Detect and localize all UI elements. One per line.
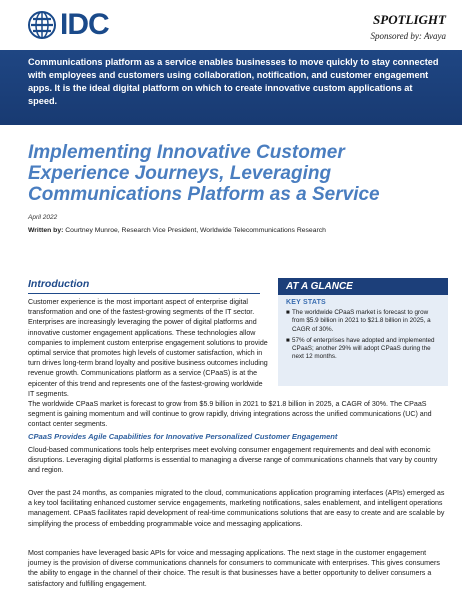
key-stat-item xyxy=(286,337,440,362)
summary-banner xyxy=(0,50,462,125)
introduction-paragraph-continued: The worldwide CPaaS market is forecast to grow from $5.9 billion in 2021 to $21.8 billion in 2025, a CAGR of 30%. The CPaaS segment is gaining momentum and will continue to grow rapidly, driving integrations across the unified communications (UC) and contact center segments. xyxy=(28,400,432,429)
document-title: Implementing Innovative Customer Experience Journeys, Leveraging Communications Platform as a Service xyxy=(28,142,380,205)
bullet-icon: ■ xyxy=(286,336,290,344)
idc-logo xyxy=(27,10,109,40)
heading-divider xyxy=(28,293,260,294)
key-stats-box xyxy=(278,295,448,386)
key-stat-item xyxy=(286,309,440,334)
sponsor-line: Sponsored by: Avaya xyxy=(370,31,446,41)
key-stat-text: The worldwide CPaaS market is forecast to grow from $5.9 billion in 2021 to $21.8 billion in 2025, a CAGR of 30%. xyxy=(292,309,431,333)
section-paragraph: Most companies have leveraged basic APIs for voice and messaging applications. The next stage in the customer engagement journey is the provision of diverse communications channels for consumers to communicate with enterprises. This gives consumers the ability to engage in the channel of their choice. The result is that businesses have a better opportunity to deliver consumers a satisfactory and fulfilling engagement. xyxy=(28,549,440,588)
section-paragraph: Over the past 24 months, as companies migrated to the cloud, communications application programing interfaces (APIs) emerged as a key tool facilitating enhanced customer service engagements, marketing notifications, sales enablement, and intelligent operations management. CPaaS facilitates rapid development of real-time communications solutions that are easy to create and are scalable by simplifying the process of embedding programmable voice and messaging applications. xyxy=(28,489,445,528)
bullet-icon: ■ xyxy=(286,309,290,316)
idc-globe-icon xyxy=(27,10,57,40)
logo-text: IDC xyxy=(60,8,109,41)
spotlight-title: SPOTLIGHT xyxy=(373,12,446,27)
introduction-heading: Introduction xyxy=(28,278,90,290)
byline-label: Written by: xyxy=(28,227,64,234)
banner-text: Communications platform as a service enables businesses to move quickly to stay connected with employees and customers using collaboration, notification, and customer engagement apps. It is the ideal digital platform on which to create innovative custom applications at speed. xyxy=(28,57,439,106)
at-a-glance-title: AT A GLANCE xyxy=(278,278,448,295)
at-a-glance-panel xyxy=(278,278,448,386)
section-heading: CPaaS Provides Agile Capabilities for Innovative Personalized Customer Engagement xyxy=(28,432,338,441)
spotlight-label xyxy=(371,12,447,41)
section-paragraph: Cloud-based communications tools help enterprises meet evolving consumer engagement requirements and deal with economic disruptions. Leveraging digital platforms is essential to managing a diverse range of communications channels that vary by country and region. xyxy=(28,446,438,475)
key-stat-text: 57% of enterprises have adopted and implemented CPaaS; another 29% will adopt CPaaS during the next 12 months. xyxy=(292,336,435,361)
key-stats-label: KEY STATS xyxy=(286,299,326,306)
byline xyxy=(28,227,326,234)
byline-author: Courtney Munroe, Research Vice President, Worldwide Telecommunications Research xyxy=(65,227,326,234)
publication-date: April 2022 xyxy=(28,214,58,221)
introduction-paragraph: Customer experience is the most important aspect of enterprise digital transformation and one of the fastest-growing segments of the IT sector. Enterprises are increasingly leveraging the power of digital platforms and innovative customer engagement applications. These technologies allow companies to implement custom enterprise engagement solutions to provide optimal service that promotes high levels of customer satisfaction, which in turn drives long-term brand loyalty and positive business outcomes including revenue growth. Communications platform as a service (CPaaS) is at the epicenter of this trend and represents one of the fastest-growing worldwide IT segments. xyxy=(28,298,268,398)
